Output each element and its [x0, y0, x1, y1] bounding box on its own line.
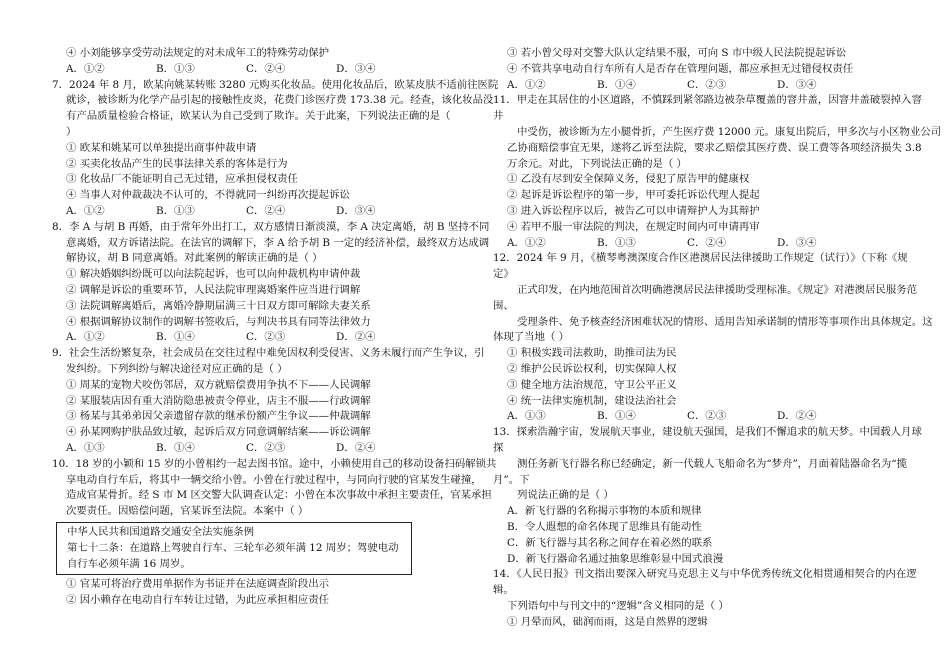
law-excerpt-text: 第七十二条：在道路上驾驶自行车、三轮车必须年满 12 周岁；驾驶电动自行车必须年满 16 周岁。 — [67, 541, 399, 570]
q13-stem: 列说法正确的是（ ） — [517, 489, 614, 502]
q10-stem: 享电动自行车后，将其中一辆交给小曾。小曾在行驶过程中，与同向行驶的官某发生碰撞， — [66, 473, 482, 486]
q8-stem: 8．李 A 与胡 B 再婚，由于常年外出打工，双方感情日渐淡漠，李 A 决定离婚，胡 B 坚持不同 — [52, 220, 490, 233]
option: D．③④ — [777, 78, 817, 91]
q8-item: ① 解决婚姻纠纷既可以向法院起诉，也可以向仲裁机构申请仲裁 — [66, 268, 361, 281]
q6-item-4: ④ 小刘能够享受劳动法规定的对未成年工的特殊劳动保护 — [66, 47, 330, 59]
q12-item: ③ 健全地方法治规范，守卫公平正义 — [507, 378, 677, 391]
option: C．②④ — [246, 62, 286, 75]
q10-stem: 造成官某骨折。经 S 市 M 区交警大队调查认定：小曾在本次事故中承担主要责任，官某承担 — [66, 489, 492, 502]
question-9 — [52, 346, 485, 457]
q7-stem: 有产品质量检验合格证，欧某认为自己受到了欺诈。关于此案，下列说法正确的是（ — [66, 110, 451, 123]
q14-item: ① 月晕而风，础润而雨，这是自然界的逻辑 — [507, 615, 708, 628]
q13-stem: 测任务新飞行器名称已经确定，新一代载人飞船命名为“梦舟”，月面着陆器命名为“揽 — [517, 457, 907, 470]
option: B．①③ — [597, 236, 636, 249]
q13-stem: 探 — [493, 441, 504, 454]
q8-stem: 解协议，胡 B 同意离婚。对此案例的解读正确的是（ ） — [66, 252, 323, 265]
option: B．①③ — [156, 62, 195, 75]
q12-stem: 受理条件、免予核查经济困难状况的情形、适用告知承诺制的情形等事项作出具体规定。这 — [517, 315, 933, 328]
option: B．①④ — [156, 441, 195, 454]
q8-stem: 意离婚，双方诉诸法院。在法官的调解下，李 A 给予胡 B 一定的经济补偿，最终双方达成调 — [66, 236, 490, 249]
option: C．②③ — [687, 78, 727, 91]
q7-options — [52, 204, 472, 220]
right-column — [493, 46, 942, 630]
option: B．①④ — [156, 331, 195, 344]
q12-stem: 体现了当地（ ） — [493, 331, 570, 344]
q7-item: ③ 化妆品厂不能证明自己无过错，应承担侵权责任 — [66, 173, 298, 186]
option: A．①③ — [66, 441, 105, 454]
q8-item: ② 调解是诉讼的重要环节，人民法院审理离婚案件应当进行调解 — [66, 283, 361, 296]
q14-stem: 辑。 — [493, 584, 514, 597]
q12-item: ① 积极实践司法救助，助推司法为民 — [507, 347, 677, 360]
q10-options — [493, 78, 923, 94]
option: A．①② — [66, 62, 105, 75]
question-7 — [52, 78, 499, 220]
law-excerpt-box — [56, 522, 412, 575]
q7-stem: 就诊，被诊断为化学产品引起的接触性皮炎，花费门诊医疗费 173.38 元。经查，该化妆品没 — [66, 94, 494, 107]
q9-item: ③ 杨某与其弟弟因父亲遗留存款的继承份额产生争议——仲裁调解 — [66, 410, 371, 423]
q12-stem: 12．2024 年 9 月，《横琴粤澳深度合作区港澳居民法律援助工作规定（试行）》（下称《规 — [493, 252, 908, 265]
q11-stem: 乙协商赔偿事宜无果，遂将乙诉至法院，要求乙赔偿其医疗费、误工费等各项经济损失 3.8 — [507, 141, 922, 154]
q11-stem: 中受伤，被诊断为左小腿骨折，产生医疗费 12000 元。康复出院后，甲多次与小区物业公司 — [517, 125, 942, 138]
q13-item: B．令人遐想的命名体现了思维具有能动性 — [507, 520, 702, 533]
q8-item: ④ 根据调解协议制作的调解书签收后，与判决书具有同等法律效力 — [66, 315, 371, 328]
q14-stem: 下列语句中与刊文中的“逻辑”含义相同的是（ ） — [507, 599, 729, 612]
q12-stem: 正式印发，在内地范围首次明确港澳居民法律援助受理标准。《规定》对港澳居民服务范 — [517, 283, 918, 296]
q12-stem: 围、 — [493, 299, 514, 312]
q6-options — [52, 62, 472, 78]
q9-stem: 9．社会生活纷繁复杂，社会成员在交往过程中难免因权利受侵害、义务未履行而产生争议，引 — [52, 347, 485, 360]
q12-item: ④ 统一法律实施机制，建设法治社会 — [507, 394, 677, 407]
question-12 — [493, 251, 933, 425]
question-13 — [493, 425, 923, 567]
question-10 — [52, 457, 497, 609]
q11-options — [493, 236, 923, 252]
option: D．②④ — [336, 331, 376, 344]
option: D．③④ — [336, 62, 376, 75]
law-excerpt-title: 中华人民共和国道路交通安全法实施条例 — [67, 525, 255, 538]
q8-item: ③ 法院调解离婚后，离婚冷静期届满三十日双方即可解除夫妻关系 — [66, 299, 371, 312]
q13-stem: 月”。下 — [493, 473, 530, 486]
q10-stem: 次要责任。因赔偿问题，官某诉至法院。本案中（ ） — [66, 505, 309, 518]
option: D．②④ — [336, 441, 376, 454]
q7-stem: ） — [66, 125, 77, 138]
option: C．②③ — [246, 441, 286, 454]
q13-item: C．新飞行器与其名称之间存在着必然的联系 — [507, 536, 713, 549]
option: C．②③ — [246, 331, 286, 344]
option: B．①④ — [597, 78, 636, 91]
option: B．①④ — [597, 410, 636, 423]
option: D．③④ — [336, 204, 376, 217]
question-11 — [493, 93, 942, 251]
q9-stem: 发纠纷。下列纠纷与解决途径对应正确的是（ ） — [66, 362, 288, 375]
q7-item: ① 欧某和姚某可以单独提出商事仲裁申请 — [66, 141, 257, 154]
question-14 — [493, 567, 923, 630]
q11-item: ④ 若甲不服一审法院的判决，在规定时间内可申请再审 — [507, 220, 760, 233]
q11-item: ② 起诉是诉讼程序的第一步，甲可委托诉讼代理人提起 — [507, 189, 760, 202]
q9-options — [52, 441, 472, 457]
q10-item: ① 官某可将治疗费用单据作为书证并在法庭调查阶段出示 — [66, 578, 330, 591]
q13-stem: 13．探索浩瀚宇宙，发展航天事业，建设航天强国，是我们不懈追求的航天梦。中国载人月球 — [493, 426, 922, 439]
option: D．②④ — [777, 410, 817, 423]
option: A．①② — [66, 204, 105, 217]
q8-options — [52, 330, 472, 346]
q12-item: ② 维护公民诉讼权利，切实保障人权 — [507, 362, 677, 375]
q11-stem: 11．甲走在其居住的小区道路，不慎踩到紧邻路边被杂草覆盖的窨井盖，因窨井盖破裂掉入窨 — [493, 94, 922, 107]
q7-item: ④ 当事人对仲裁裁决不认可的，不得就同一纠纷再次提起诉讼 — [66, 189, 350, 202]
q7-stem: 7．2024 年 8 月，欧某向姚某转账 3280 元购买化妆品。使用化妆品后，欧某皮肤不适前往医院 — [52, 78, 499, 91]
left-column — [52, 46, 499, 609]
q10-item: ③ 若小曾父母对交警大队认定结果不服，可向 S 市中级人民法院提起诉讼 — [507, 47, 847, 59]
q10-item: ④ 不管共享电动自行车所有人是否存在管理问题，都应承担无过错侵权责任 — [507, 62, 854, 75]
q9-item: ④ 孙某网购护肤品致过敏，起诉后双方同意调解结案——诉讼调解 — [66, 426, 371, 439]
q9-item: ① 周某的宠物犬咬伤邻居，双方就赔偿费用争执不下——人民调解 — [66, 378, 371, 391]
q11-item: ③ 进入诉讼程序以后，被告乙可以申请辩护人为其辩护 — [507, 204, 760, 217]
option: D．③④ — [777, 236, 817, 249]
q11-stem: 万余元。对此，下列说法正确的是（ ） — [507, 157, 687, 170]
q10-item: ② 因小赖存在电动自行车转让过错，为此应承担相应责任 — [66, 594, 330, 607]
option: A．①② — [66, 331, 105, 344]
option: A．①③ — [507, 410, 546, 423]
q10-stem: 10．18 岁的小颖和 15 岁的小曾相约一起去图书馆。途中，小赖使用自己的移动设备扫码解锁共 — [52, 457, 497, 470]
q13-item: A．新飞行器的名称揭示事物的本质和规律 — [507, 505, 702, 518]
option: A．①② — [507, 236, 546, 249]
option: C．②③ — [687, 410, 727, 423]
q11-stem: 井 — [493, 110, 504, 123]
q12-options — [493, 409, 923, 425]
option: B．①③ — [156, 204, 195, 217]
option: A．①② — [507, 78, 546, 91]
q7-item: ② 买卖化妆品产生的民事法律关系的客体是行为 — [66, 157, 288, 170]
question-8 — [52, 220, 490, 346]
q14-stem: 14．《人民日报》刊文指出要深入研究马克思主义与中华优秀传统文化相贯通相契合的内在逻 — [493, 568, 917, 581]
option: C．②④ — [687, 236, 727, 249]
option: C．②④ — [246, 204, 286, 217]
q11-item: ① 乙没有尽到安全保障义务，侵犯了原告甲的健康权 — [507, 173, 750, 186]
q9-item: ② 某服装店因有重大消防隐患被责令停业，店主不服——行政调解 — [66, 394, 371, 407]
q13-item: D．新飞行器命名通过抽象思维彰显中国式浪漫 — [507, 552, 724, 565]
q12-stem: 定》 — [493, 268, 514, 281]
